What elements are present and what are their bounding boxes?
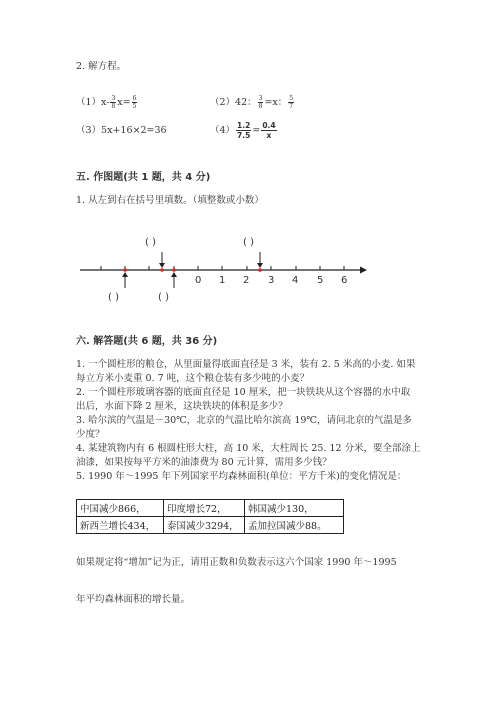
equation-text: x-	[101, 97, 110, 108]
numerator: 1.2	[237, 121, 251, 130]
equation-text: 5x+16×2=36	[101, 125, 167, 136]
numerator: 0.4	[262, 121, 276, 130]
table-row	[77, 517, 344, 534]
numerator: 3	[111, 95, 116, 102]
fraction	[132, 95, 138, 110]
tick-label: 3	[268, 275, 275, 286]
table-cell: 孟加拉国减少88。	[245, 517, 344, 534]
section-2-title: 2. 解方程。	[76, 61, 127, 72]
numerator: 6	[132, 95, 137, 102]
point-marker	[160, 268, 164, 272]
tick-label: 5	[317, 275, 324, 286]
tick-label: 6	[341, 275, 348, 286]
section-5-title: 五. 作图题(共 1 题，共 4 分)	[76, 172, 211, 183]
tick-label: 2	[243, 275, 250, 286]
fraction	[110, 95, 116, 110]
question-6-2-line-1: 2. 一个圆柱形玻璃容器的底面直径是 10 厘米，把一块铁块从这个容器的水中取	[76, 387, 411, 398]
question-6-1-line-1: 1. 一个圆柱形的粮仓，从里面量得底面直径是 3 米，装有 2. 5 米高的小麦. 如果	[76, 359, 416, 370]
point-marker	[258, 268, 262, 272]
section-6-title: 六. 解答题(共 6 题，共 36 分)	[76, 336, 218, 347]
denominator: 7.5	[237, 131, 251, 140]
denominator: 7	[289, 103, 294, 110]
equation-text: 42：	[235, 97, 257, 108]
question-6-4-line-1: 4. 某建筑物内有 6 根圆柱形大柱，高 10 米，大柱周长 25. 12 分米，要全部涂上	[76, 443, 421, 454]
equation-3	[76, 124, 167, 137]
top-blank-1: ( )	[145, 237, 156, 248]
equation-text: =	[252, 125, 261, 136]
denominator: x	[266, 131, 272, 140]
fraction	[258, 95, 264, 110]
equation-4	[210, 121, 278, 140]
table-cell: 新西兰增长434，	[77, 517, 164, 534]
question-6-1-line-2: 每立方米小麦重 0. 7 吨，这个粮仓装有多少吨的小麦？	[76, 373, 310, 384]
point-marker	[123, 268, 127, 272]
down-arrow-icon	[159, 252, 165, 268]
denominator: 8	[111, 103, 116, 110]
up-arrow-icon	[122, 272, 128, 288]
question-6-5-line-1: 5. 1990 年～1995 年下列国家平均森林面积(单位：平方千米)的变化情况是：	[76, 471, 407, 482]
question-6-2-line-2: 出后，水面下降 2 厘米，这块铁块的体积是多少？	[76, 401, 288, 412]
forest-area-table	[76, 499, 344, 534]
fraction	[261, 121, 276, 140]
tick-label: 4	[292, 275, 299, 286]
numerator: 5	[289, 95, 294, 102]
minor-ticks	[101, 266, 344, 270]
down-arrow-icon	[257, 252, 263, 268]
bottom-blank-1: ( )	[108, 292, 119, 303]
denominator: 8	[258, 103, 263, 110]
question-6-5-after-line-1: 如果规定将“增加”记为正，请用正数和负数表示这六个国家 1990 年～1995	[76, 557, 397, 568]
tick-label: 0	[195, 275, 202, 286]
equation-label: （4）	[210, 125, 236, 136]
numerator: 3	[258, 95, 263, 102]
table-cell: 韩国减少130，	[245, 500, 344, 517]
number-line	[0, 230, 500, 310]
question-6-4-line-2: 油漆，如果按每平方米的油漆费为 80 元计算，需用多少钱？	[76, 457, 332, 468]
point-marker	[172, 268, 176, 272]
denominator: 5	[132, 103, 137, 110]
equation-1	[76, 95, 138, 110]
up-arrow-icon	[171, 272, 177, 288]
equation-label: （2）	[210, 97, 236, 108]
equation-text: =x：	[264, 97, 288, 108]
fraction	[236, 121, 251, 140]
tick-label: 1	[219, 275, 226, 286]
equation-2	[210, 95, 295, 110]
equation-text: x=	[117, 97, 131, 108]
bottom-blank-2: ( )	[158, 292, 169, 303]
top-blank-2: ( )	[243, 237, 254, 248]
table-row	[77, 500, 344, 517]
table-cell: 印度增长72，	[164, 500, 245, 517]
equation-label: （1）	[76, 97, 102, 108]
question-6-3-line-2: 少度？	[76, 429, 105, 440]
fraction	[288, 95, 294, 110]
table-cell: 泰国减少3294，	[164, 517, 245, 534]
table-cell: 中国减少866，	[77, 500, 164, 517]
equation-label: （3）	[76, 125, 102, 136]
question-5-1: 1. 从左到右在括号里填数。（填整数或小数）	[76, 195, 264, 206]
question-6-5-after-line-2: 年平均森林面积的增长量。	[76, 594, 191, 605]
axis-arrow-icon	[360, 267, 367, 274]
question-6-3-line-1: 3. 哈尔滨的气温是－30℃，北京的气温比哈尔滨高 19℃，请问北京的气温是多	[76, 415, 413, 426]
